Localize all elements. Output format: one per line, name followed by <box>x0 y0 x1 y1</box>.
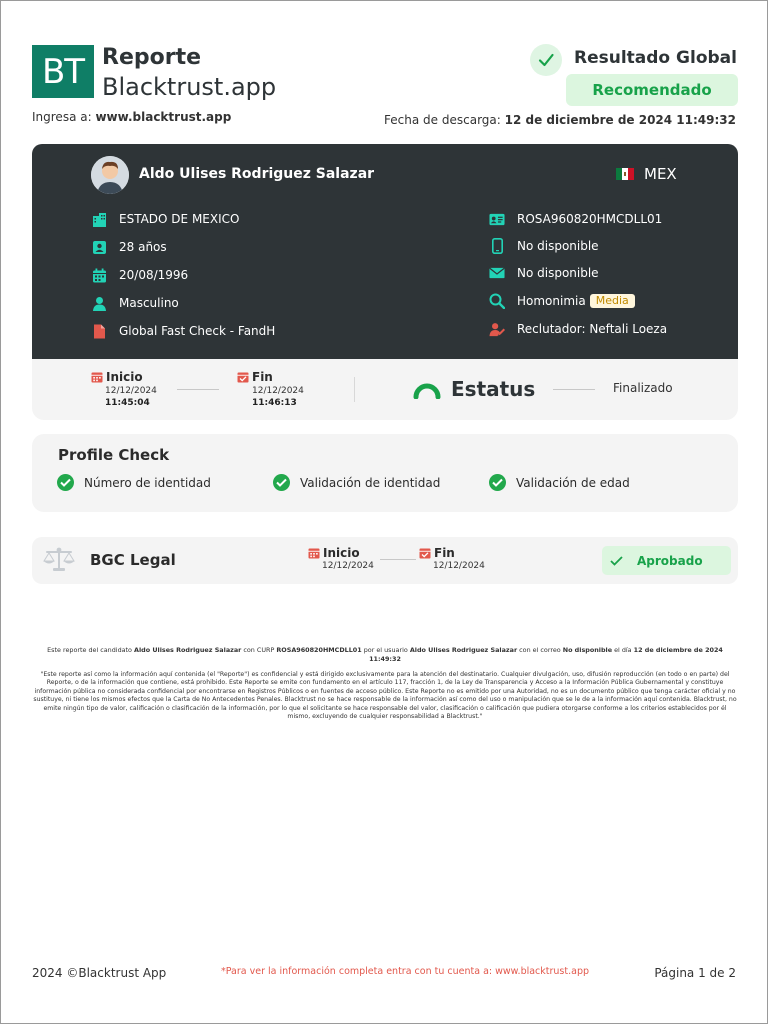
ingresa-label: Ingresa a: <box>32 110 92 124</box>
bgc-result-label: Aprobado <box>637 553 703 568</box>
candidate-name: Aldo Ulises Rodriguez Salazar <box>139 166 375 182</box>
search-icon <box>489 293 505 309</box>
start-time: 11:45:04 <box>105 398 150 408</box>
calendar-start-icon <box>308 547 320 559</box>
bgc-legal-title: BGC Legal <box>90 551 176 569</box>
status-arc-icon <box>412 379 442 399</box>
legal-text: Este reporte del candidato <box>47 646 132 654</box>
check-circle-icon <box>273 474 290 491</box>
status-label: Estatus <box>451 377 536 401</box>
download-date-label: Fecha de descarga: <box>384 113 501 127</box>
candidate-card <box>32 144 738 359</box>
blacktrust-logo <box>32 45 94 98</box>
legal-user: Aldo Ulises Rodriguez Salazar <box>409 646 518 654</box>
envelope-icon <box>489 265 505 281</box>
start-date: 12/12/2024 <box>105 386 157 396</box>
start-block <box>91 370 143 384</box>
ingresa-url-link[interactable]: www.blacktrust.app <box>95 110 232 124</box>
recruiter-icon <box>489 321 505 337</box>
calendar-check-icon <box>419 547 431 559</box>
download-date <box>384 113 736 127</box>
info-gender <box>91 295 179 311</box>
footer-copyright: 2024 ©Blacktrust App <box>32 966 167 980</box>
bgc-start-date: 12/12/2024 <box>322 561 374 571</box>
bgc-start-label: Inicio <box>323 546 360 560</box>
legal-mail: No disponible <box>562 646 613 654</box>
homonimia-label: Homonimia <box>517 294 586 308</box>
calendar-check-icon <box>237 371 249 383</box>
info-phone <box>489 238 599 254</box>
person-icon <box>91 295 107 311</box>
scales-icon <box>43 547 75 573</box>
phone-value: No disponible <box>517 239 599 253</box>
state-value: ESTADO DE MEXICO <box>119 212 240 226</box>
info-state <box>91 211 239 227</box>
candidate-country: MEX <box>644 165 677 183</box>
check-circle-icon <box>57 474 74 491</box>
phone-icon <box>489 238 505 254</box>
profile-check-item-label: Número de identidad <box>84 475 211 490</box>
brand-line-2: Blacktrust.app <box>102 73 277 101</box>
bgc-end-label: Fin <box>434 546 455 560</box>
building-icon <box>91 211 107 227</box>
bgc-legal-card <box>32 537 738 584</box>
id-card-icon <box>489 211 505 227</box>
brand-line-1: Reporte <box>102 45 202 70</box>
end-time: 11:46:13 <box>252 398 297 408</box>
email-value: No disponible <box>517 266 599 280</box>
recruiter-value: Reclutador: Neftali Loeza <box>517 322 668 336</box>
check-circle-icon <box>489 474 506 491</box>
profile-check-item <box>57 474 211 491</box>
end-label: Fin <box>252 370 273 384</box>
result-check-icon <box>530 44 562 76</box>
end-block <box>237 370 273 384</box>
file-icon <box>91 323 107 339</box>
page-number: Página 1 de 2 <box>654 966 736 980</box>
mexico-flag-icon <box>616 168 634 180</box>
profile-check-item-label: Validación de identidad <box>300 475 441 490</box>
profile-check-item <box>273 474 440 491</box>
homonimia-level-badge: Media <box>590 294 635 308</box>
bgc-end-block <box>419 546 455 560</box>
result-global-badge: Recomendado <box>566 74 738 106</box>
timeline-divider <box>354 377 355 402</box>
id-badge-icon <box>91 239 107 255</box>
calendar-icon <box>91 267 107 283</box>
legal-text: con el correo <box>519 646 561 654</box>
info-age <box>91 239 167 255</box>
info-homonimia <box>489 293 635 309</box>
legal-curp: ROSA960820HMCDLL01 <box>276 646 362 654</box>
download-date-value: 12 de diciembre de 2024 11:49:32 <box>504 113 736 127</box>
check-icon <box>610 556 623 566</box>
ingresa-line <box>32 110 231 124</box>
timeline-strip <box>32 359 738 420</box>
bgc-end-date: 12/12/2024 <box>433 561 485 571</box>
profile-check-card <box>32 434 738 512</box>
status-value: Finalizado <box>613 381 673 395</box>
profile-check-item <box>489 474 630 491</box>
age-value: 28 años <box>119 240 167 254</box>
info-email <box>489 265 599 281</box>
start-label: Inicio <box>106 370 143 384</box>
avatar <box>91 156 129 194</box>
footer-account-note[interactable]: *Para ver la información completa entra con tu cuenta a: www.blacktrust.app <box>221 966 590 977</box>
info-check-type <box>91 323 275 339</box>
legal-candidate-name: Aldo Ulises Rodriguez Salazar <box>134 646 242 654</box>
bgc-connector <box>380 559 416 560</box>
legal-text: por el usuario <box>363 646 408 654</box>
bgc-start-block <box>308 546 360 560</box>
birthdate-value: 20/08/1996 <box>119 268 189 282</box>
info-birthdate <box>91 267 188 283</box>
profile-check-title: Profile Check <box>58 446 170 464</box>
result-global-title: Resultado Global <box>574 48 737 68</box>
calendar-start-icon <box>91 371 103 383</box>
legal-text: con CURP <box>243 646 275 654</box>
info-recruiter <box>489 321 667 337</box>
report-summary-text <box>32 646 738 664</box>
profile-check-item-label: Validación de edad <box>516 475 630 490</box>
logo-text: BT <box>41 51 85 92</box>
legal-disclaimer: "Este reporte así como la información aquí contenida (el "Reporte") es confidencial y está dirigido exclusivamente para la atención del destinatario. Cualquier divulgación, uso, difusión reproducción (en todo o en parte) del Reporte, o de la información que contiene, está prohibido. Este Reporte se emite con fundamento en el artículo 117, fracción 1, de la Ley de Transparencia y Acceso a la Información Pública Gubernamental y constituye información pública no considerada confidencial por encontrarse en Registros Públicos o en fuentes de acceso público. Este Reporte no es emitido por una Autoridad, no es un documento público que tenga carácter oficial y no sustituye, ni tiene los mismos efectos que la Carta de No Antecedentes Penales. Blacktrust no se hace responsable de la información así como del uso o manipulación que se le de a la información aquí contenida. Blacktrust, no emite ningún tipo de valor, calificación o clasificación de la información, por lo que el solicitante se hace responsable del valor, clasificación o calificación que pudiera otorgarse conforme a los criterios establecidos por él mismo, excluyendo de cualquier responsabilidad a Blacktrust." <box>33 671 737 721</box>
bgc-result-badge <box>602 546 731 575</box>
check-type-value: Global Fast Check - FandH <box>119 324 276 338</box>
status-connector <box>553 389 595 390</box>
end-date: 12/12/2024 <box>252 386 304 396</box>
curp-value: ROSA960820HMCDLL01 <box>517 212 663 226</box>
gender-value: Masculino <box>119 296 179 310</box>
timeline-connector <box>177 389 219 390</box>
legal-date: 12 de diciembre de 2024 11:49:32 <box>369 646 723 663</box>
legal-text: el día <box>614 646 632 654</box>
info-curp <box>489 211 662 227</box>
